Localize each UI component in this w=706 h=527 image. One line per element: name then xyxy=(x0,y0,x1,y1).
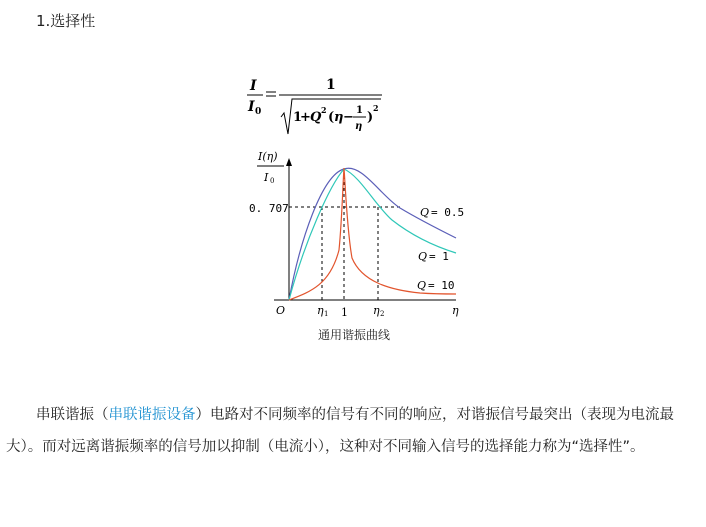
formula-inner-denominator: η xyxy=(355,121,363,132)
formula-minus: − xyxy=(343,110,354,125)
formula-inner-numerator: 1 xyxy=(356,105,363,116)
x-tick-eta2-subscript: 2 xyxy=(380,310,385,318)
formula-lhs-numerator: I xyxy=(250,78,257,94)
formula-eta: η xyxy=(334,110,344,125)
x-tick-eta2: η xyxy=(373,304,380,317)
formula-left-paren: ( xyxy=(328,110,335,125)
formula-q-squared: 2 xyxy=(321,105,327,115)
formula-numerator: 1 xyxy=(326,77,336,93)
y-axis-label-denominator: I xyxy=(264,171,269,184)
x-tick-eta1: η xyxy=(317,304,324,317)
origin-label: O xyxy=(276,304,286,317)
formula-plus: + xyxy=(300,110,311,125)
x-tick-eta1-subscript: 1 xyxy=(324,310,329,318)
formula-lhs-denominator: I xyxy=(248,99,255,115)
series-resonance-device-link[interactable]: 串联谐振设备 xyxy=(108,407,196,423)
series-label-q-1-q: Q xyxy=(418,250,428,263)
resonance-chart xyxy=(249,150,464,319)
x-axis-label: η xyxy=(452,304,459,317)
series-label-q-0-5-value: = 0.5 xyxy=(431,206,465,219)
body-paragraph xyxy=(6,399,698,463)
selectivity-formula xyxy=(247,77,382,134)
paragraph-text-before: 串联谐振（ xyxy=(36,407,109,423)
formula-right-paren: ) xyxy=(367,110,374,125)
paragraph-text-after: ）电路对不同频率的信号有不同的响应，对谐振信号最突出（表现为电流最大）。而对远离谐振频率的信号加以抑制（电流小），这种对不同输入信号的选择能力称为“选择性”。 xyxy=(6,407,674,455)
formula-one: 1 xyxy=(293,110,303,125)
series-label-q-0-5-q: Q xyxy=(420,206,430,219)
y-tick-label-0707: 0. 707 xyxy=(249,202,289,215)
figure-caption: 通用谐振曲线 xyxy=(318,328,391,342)
formula-lhs-subscript: 0 xyxy=(255,107,262,117)
section-heading: 1.选择性 xyxy=(36,12,96,30)
formula-outer-squared: 2 xyxy=(373,103,379,113)
y-axis-arrow xyxy=(286,158,292,166)
series-label-q-10-q: Q xyxy=(417,279,427,292)
y-axis-label-subscript: 0 xyxy=(270,177,275,185)
formula-q: Q xyxy=(310,110,322,125)
y-axis-label-numerator: I(η) xyxy=(258,150,278,163)
series-label-q-10-value: = 10 xyxy=(428,279,455,292)
x-tick-one: 1 xyxy=(341,306,348,319)
series-label-q-1-value: = 1 xyxy=(429,250,449,263)
